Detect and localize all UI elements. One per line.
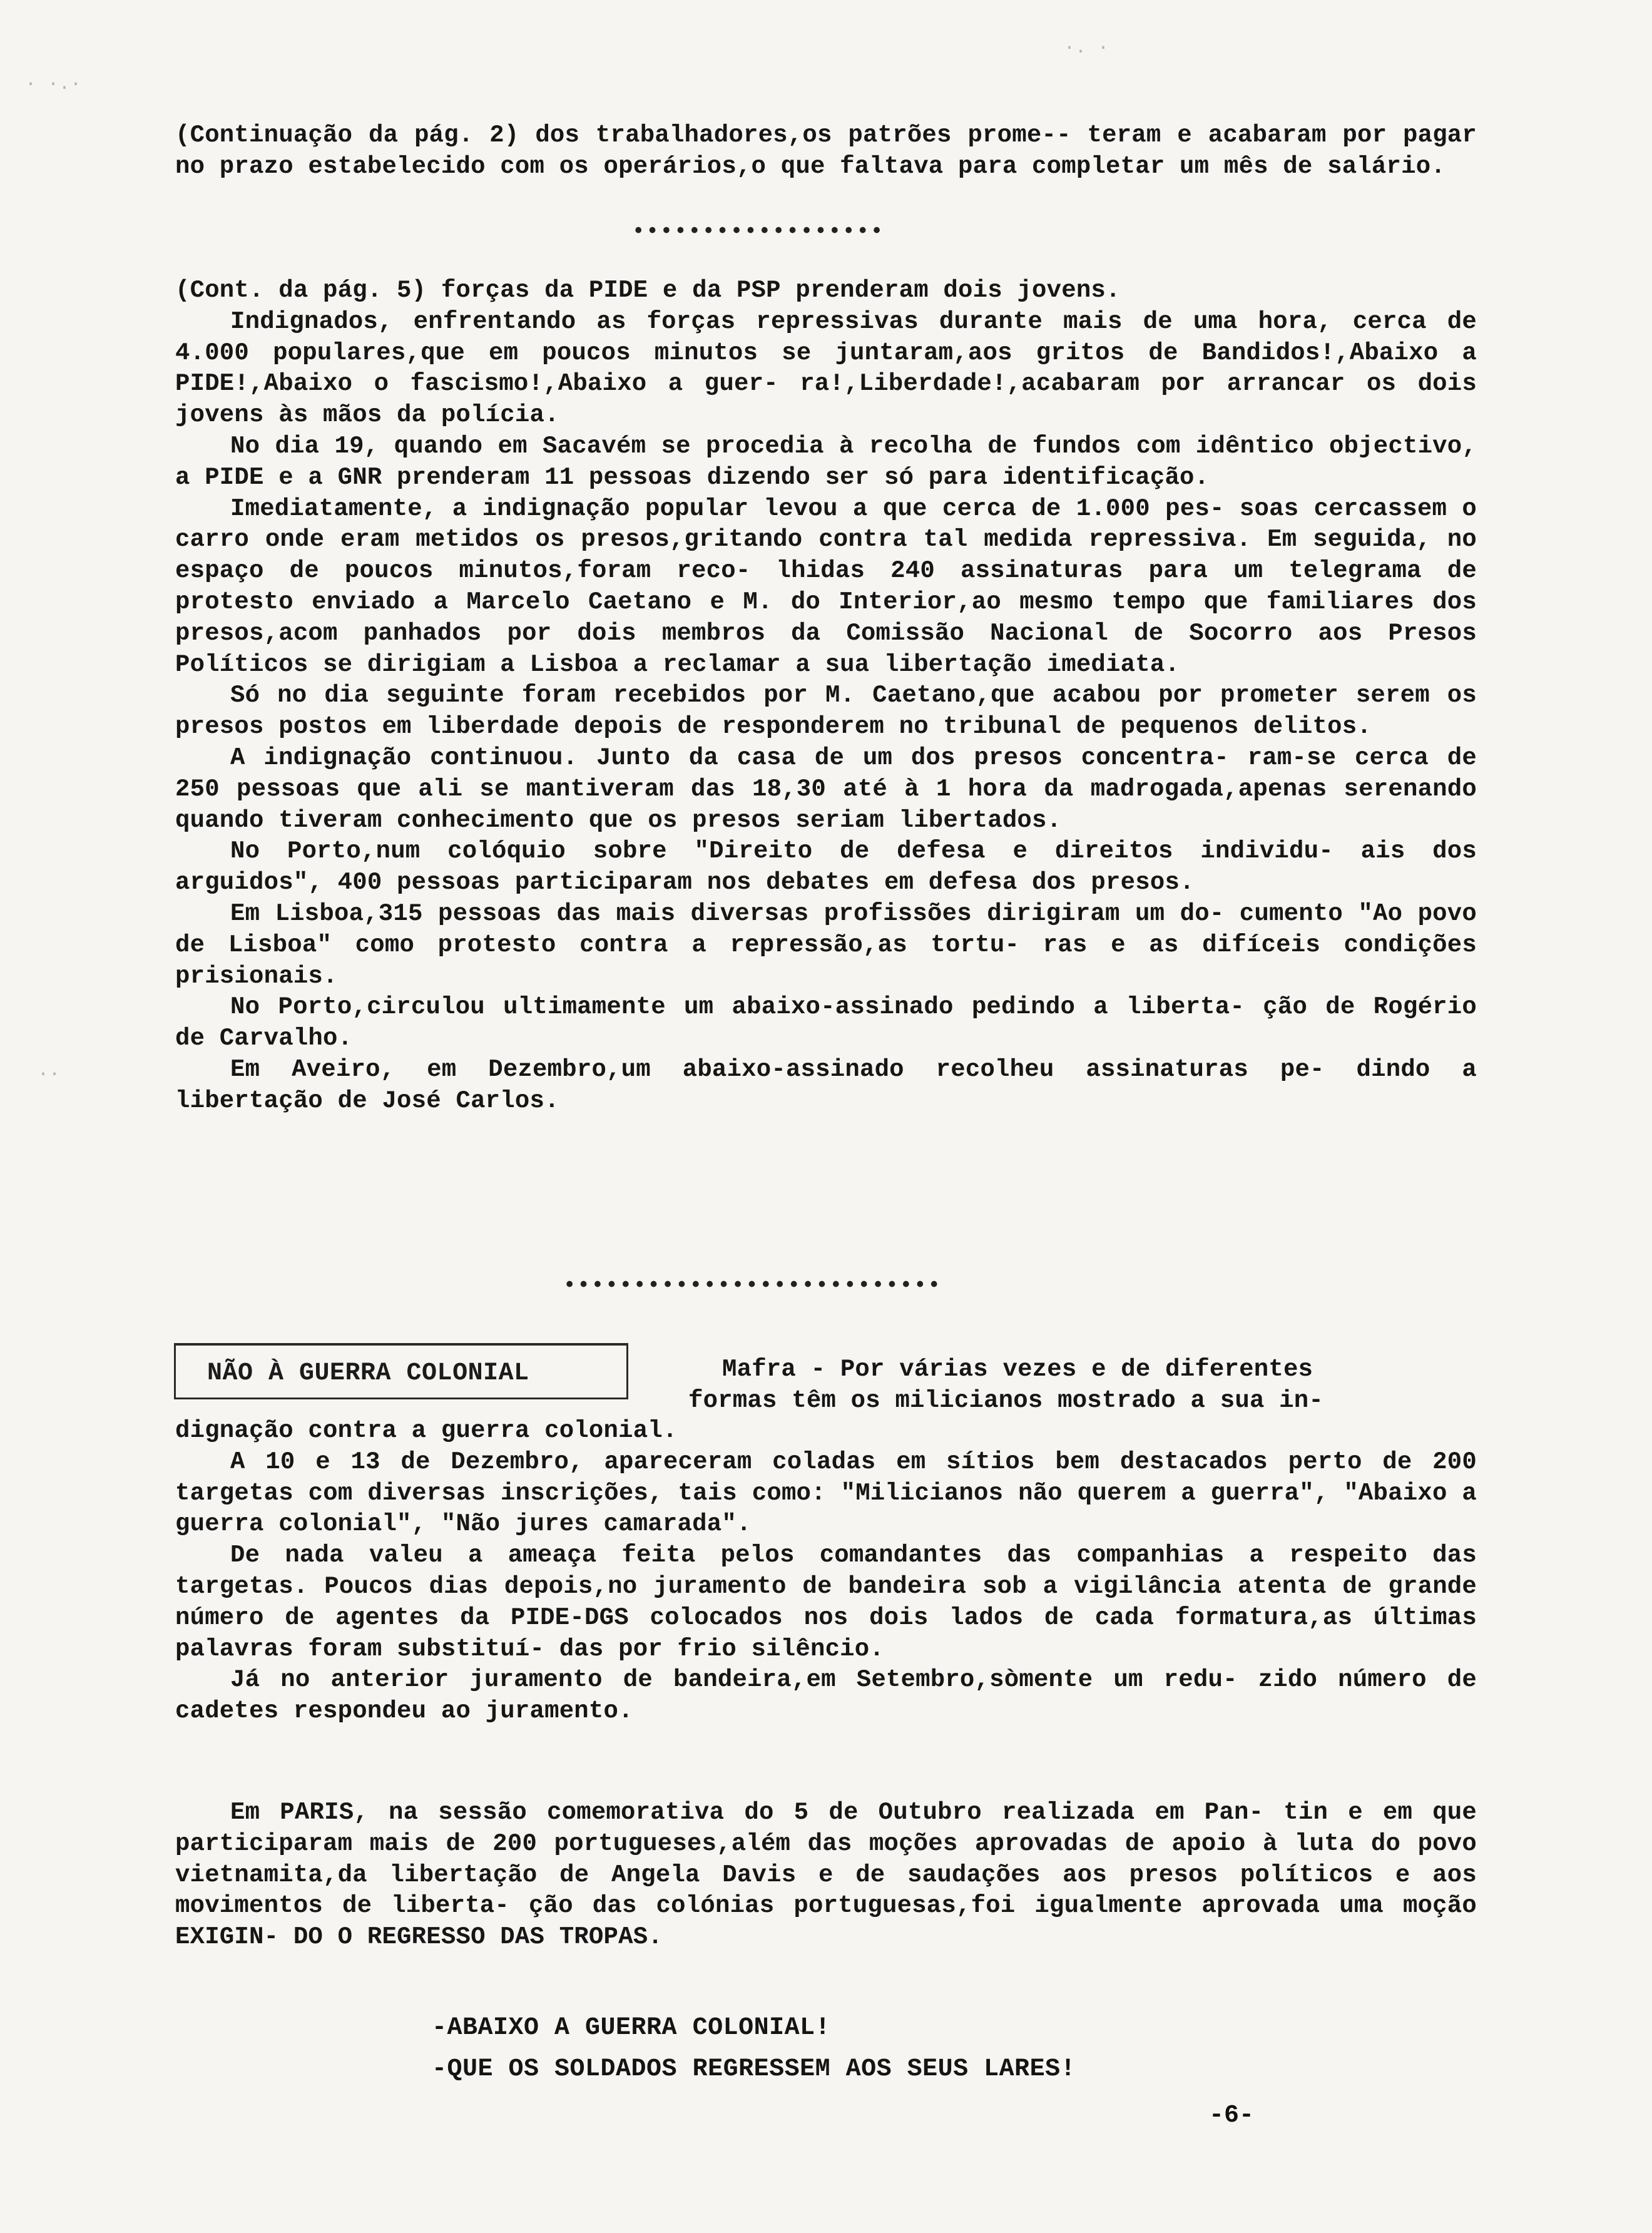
article-paragraph: No dia 19, quando em Sacavém se procedia à recolha de fundos com idêntico objectivo, a PIDE e a GNR prenderam 11 pessoas dizendo ser só para identificação. [175,432,1477,491]
article-paragraph: dignação contra a guerra colonial. [175,1417,678,1444]
show-through-mark: ·. · [1064,38,1109,59]
separator-dots: ••••••••••••••••••••••••••• [563,1274,942,1298]
colonial-war-article [175,1416,1477,1727]
article-paragraph: A indignação continuou. Junto da casa de um dos presos concentra- ram-se cerca de 250 pessoas que ali se mantiveram das 18,30 até à 1 hora da madrogada,apenas serenando quando tiveram conhecimento que os presos seriam libertados. [175,743,1477,834]
article-paragraph: (Cont. da pág. 5) forças da PIDE e da PSP prenderam dois jovens. [175,277,1121,304]
article-paragraph: Já no anterior juramento de bandeira,em Setembro,sòmente um redu- zido número de cadetes respondeu ao juramento. [175,1666,1477,1725]
show-through-mark: ·· [38,1064,61,1085]
article-paragraph: De nada valeu a ameaça feita pelos comandantes das companhias a respeito das targetas. Poucos dias depois,no juramento de bandeira sob a vigilância atenta de grande número de agentes da PIDE-DGS colocados nos dois lados de cada formatura,as últimas palavras foram substituí- das por frio silêncio. [175,1541,1477,1663]
article-paragraph: Imediatamente, a indignação popular levou a que cerca de 1.000 pes- soas cercassem o carro onde eram metidos os presos,gritando contra tal medida repressiva. Em seguida, no espaço de poucos minutos,foram reco- lhidas 240 assinaturas para um telegrama de protesto enviado a Marcelo Caetano e M. do Interior,ao mesmo tempo que familiares dos presos,acom panhados por dois membros da Comissão Nacional de Socorro aos Presos Políticos se dirigiam a Lisboa a reclamar a sua libertação imediata. [175,494,1477,678]
mafra-intro [688,1354,1477,1417]
separator-dots: •••••••••••••••••• [632,220,885,244]
mafra-line: formas têm os milicianos mostrado a sua in- [688,1386,1323,1414]
article-paragraph: A 10 e 13 de Dezembro, apareceram coladas em sítios bem destacados perto de 200 targetas com diversas inscrições, tais como: "Milicianos não querem a guerra", "Abaixo a guerra colonial", "Não jures camarada". [175,1448,1477,1538]
article-paragraph: No Porto,num colóquio sobre "Direito de defesa e direitos individu- ais dos arguidos", 400 pessoas participaram nos debates em defesa dos presos. [175,837,1477,897]
colonial-war-heading: NÃO À GUERRA COLONIAL [174,1343,628,1399]
article-paragraph: Indignados, enfrentando as forças repressivas durante mais de uma hora, cerca de 4.000 populares,que em poucos minutos se juntaram,aos gritos de Bandidos!,Abaixo a PIDE!,Abaixo o fascismo!,Abaixo a guer- ra!,Liberdade!,acabaram por arrancar os dois jovens às mãos da polícia. [175,307,1477,429]
article-paragraph: Em Lisboa,315 pessoas das mais diversas profissões dirigiram um do- cumento "Ao povo de Lisboa" como protesto contra a repressão,as tortu- ras e as difíceis condições prisionais. [175,899,1477,990]
slogan-line: -QUE OS SOLDADOS REGRESSEM AOS SEUS LARES! [432,2055,1076,2083]
paris-paragraph: Em PARIS, na sessão comemorativa do 5 de Outubro realizada em Pan- tin e em que participaram mais de 200 portugueses,além das moções aprovadas de apoio à luta do povo vietnamita,da libertação de Angela Davis e de saudações aos presos políticos e aos movimentos de liberta- ção das colónias portuguesas,foi igualmente aprovada uma moção EXIGIN- DO O REGRESSO DAS TROPAS. [175,1799,1477,1951]
slogan-line: -ABAIXO A GUERRA COLONIAL! [432,2014,831,2042]
article-paragraph: Só no dia seguinte foram recebidos por M. Caetano,que acabou por prometer serem os presos postos em liberdade depois de responderem no tribunal de pequenos delitos. [175,682,1477,741]
article-paragraph: Em Aveiro, em Dezembro,um abaixo-assinado recolheu assinaturas pe- dindo a libertação de José Carlos. [175,1055,1477,1115]
paris-section [175,1797,1477,1953]
page-number: -6- [1209,2102,1255,2130]
mafra-line: Mafra - Por várias vezes e de diferentes [722,1356,1313,1383]
show-through-mark: · ·.· [25,74,82,95]
repression-article [175,275,1477,1117]
continuation-paragraph: (Continuação da pág. 2) dos trabalhadores,os patrões prome-- teram e acabaram por pagar no prazo estabelecido com os operários,o que faltava para completar um mês de salário. [175,121,1477,180]
article-paragraph: No Porto,circulou ultimamente um abaixo-assinado pedindo a liberta- ção de Rogério de Carvalho. [175,993,1477,1053]
continuation-section [175,120,1477,183]
